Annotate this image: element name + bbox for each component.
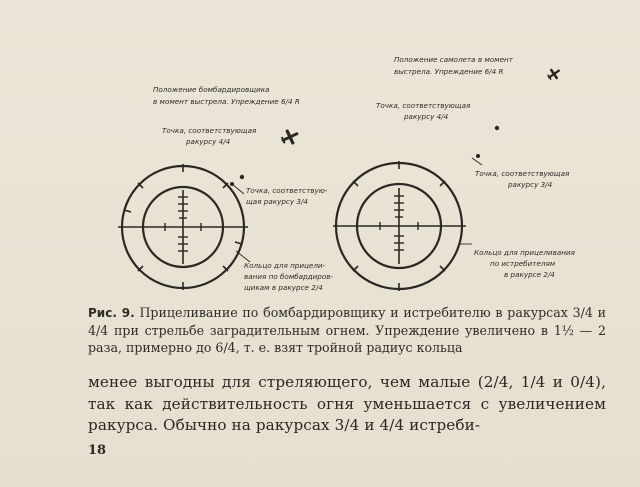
caption-text: Прицеливание по бомбардировщику и истребителю в ракурсах 3/4 и 4/4 при стрельбе заградительным огнем. Упреждение увеличено в 1½ — 2 раза, примерно до 6/4, т. е. взят тройной радиус кольца — [88, 305, 606, 355]
label-left-point-4-4: Точка, соответствующая ракурсу 4/4 — [162, 126, 257, 146]
label-ring-bomber: Кольцо для прицели- вания по бомбардиров- щикам в ракурсе 2/4 — [244, 261, 334, 292]
body-paragraph: менее выгодны для стреляющего, чем малые (2/4, 1/4 и 0/4), так как действительность огня уменьшается с увеличением ракурса. Обычно на ракурсах 3/4 и 4/4 истреби- — [88, 373, 606, 434]
right-point-3-4 — [476, 154, 480, 158]
leader-lines — [232, 158, 482, 262]
label-right-point-3-4: Точка, соответствующая ракурсу 3/4 — [475, 169, 570, 189]
caption-lead: Рис. 9. — [88, 306, 135, 320]
right-point-4-4 — [495, 126, 499, 130]
left-point-4-4 — [240, 175, 244, 179]
fighter-plane-icon — [545, 65, 563, 83]
label-plane-position: Положение самолета в момент выстрела. Упреждение 6/4 R — [394, 55, 513, 76]
bomber-plane-icon — [278, 126, 301, 148]
figure-caption — [88, 304, 606, 356]
label-ring-fighter: Кольцо для прицеливания по истребителям в ракурсе 2/4 — [474, 248, 575, 279]
label-left-point-3-4: Точка, соответствую- щая ракурсу 3/4 — [246, 186, 328, 206]
label-bomber-position: Положение бомбардировщика в момент выстрела. Упреждение 6/4 R — [153, 85, 300, 106]
left-point-3-4 — [230, 182, 234, 186]
page-number: 18 — [88, 443, 107, 458]
label-right-point-4-4: Точка, соответствующая ракурсу 4/4 — [376, 101, 471, 121]
